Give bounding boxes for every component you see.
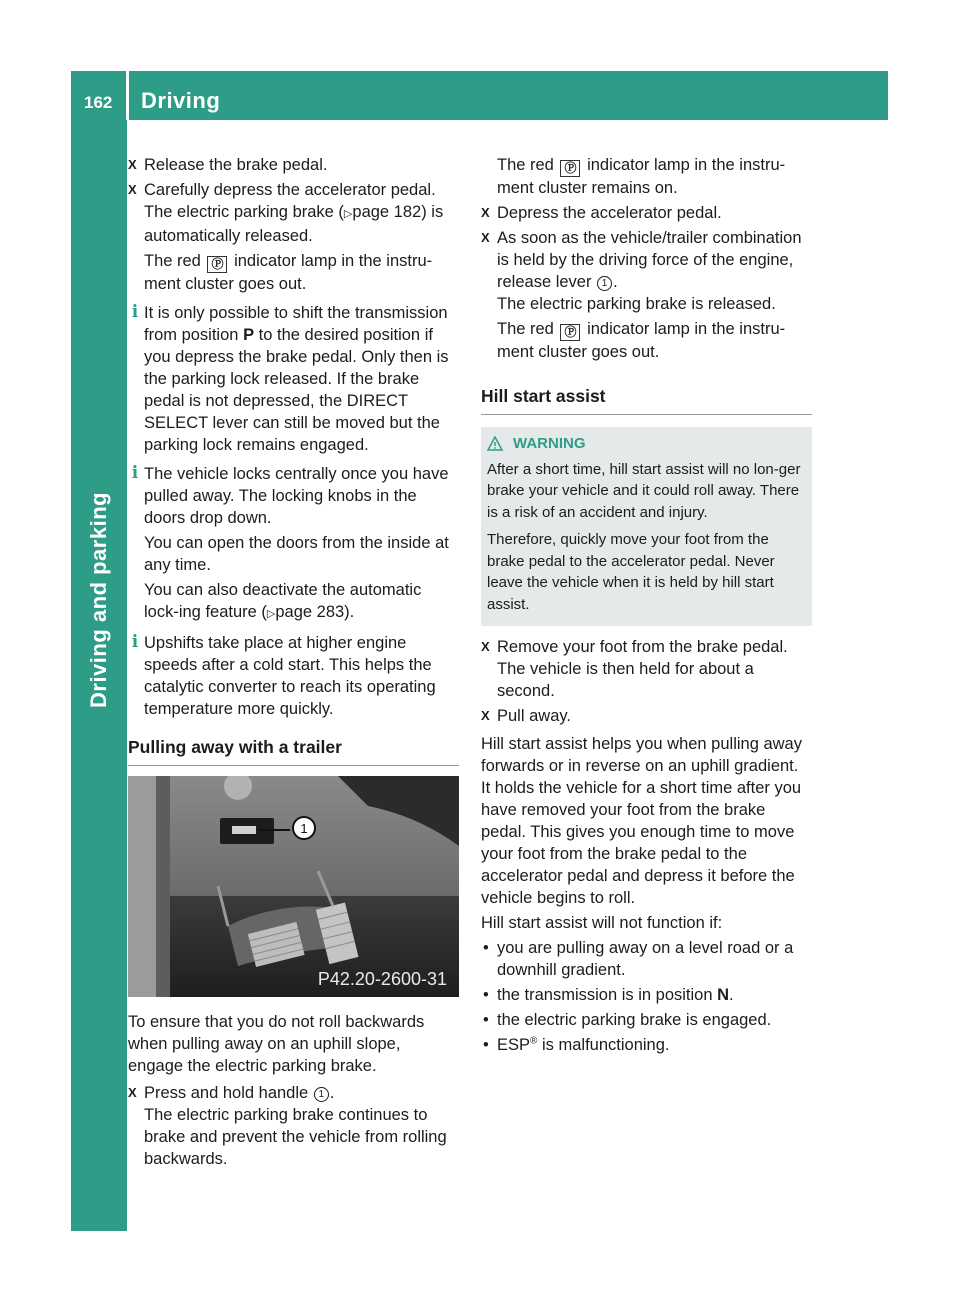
warning-title: WARNING [487,433,806,455]
figure-watermark: P42.20-2600-31 [317,969,447,989]
step-depress-accelerator: X Carefully depress the accelerator pedal. The electric parking brake (▷page 182) is automatically released. [128,181,444,245]
callout-1-icon: 1 [314,1087,329,1102]
step-release-lever: X As soon as the vehicle/trailer combination is held by the driving force of the engine, release lever 1 . The electric parking brake is released. [481,229,802,313]
lamp-remains-on-text: The red Ⓟ indicator lamp in the instru-ment cluster remains on. [497,156,786,197]
warning-text-2: Therefore, quickly move your foot from the brake pedal to the accelerator pedal. Never leave the vehicle when it is held by hill start assist. [487,531,775,613]
parking-brake-lamp-icon: Ⓟ [560,324,580,341]
svg-text:1: 1 [300,821,308,836]
parking-brake-handle-photo [128,776,459,997]
parking-brake-lamp-icon: Ⓟ [207,256,227,273]
info-icon: i [131,632,139,652]
info-icon: i [131,302,139,322]
bullet-level-road: • you are pulling away on a level road or a downhill gradient. [483,939,794,979]
trailer-intro: To ensure that you do not roll backwards when pulling away on an uphill slope, engage the electric parking brake. [128,1013,425,1075]
note-deactivate-locking: You can also deactivate the automatic lock-ing feature (▷page 283). [144,581,422,621]
note-upshifts: i Upshifts take place at higher engine speeds after a cold start. This helps the catalytic converter to reach its operating temperature more quickly. [128,632,459,720]
step-arrow-icon: X [481,230,490,245]
step-remove-foot: X Remove your foot from the brake pedal. The vehicle is then held for about a second. [481,638,788,700]
heading-hill-start-assist: Hill start assist [481,385,812,415]
info-icon: i [131,463,139,483]
step-arrow-icon: X [481,205,490,220]
page-ref-arrow-icon: ▷ [266,608,276,620]
header-divider [126,71,129,120]
step-arrow-icon: X [481,708,490,723]
bullet-parking-brake-engaged: • the electric parking brake is engaged. [483,1011,772,1029]
step-release-brake: X Release the brake pedal. [128,156,328,174]
step-arrow-icon: X [128,182,137,197]
step-arrow-icon: X [128,157,137,172]
parking-brake-lamp-icon: Ⓟ [560,160,580,177]
dashboard-illustration [128,776,459,997]
note-central-locking: i The vehicle locks centrally once you have pulled away. The locking knobs in the doors drop down. You can open the doors from the inside at any time. You can also deactivate the automatic lock-ing feature (▷page 283). [128,463,459,625]
heading-pulling-away-trailer: Pulling away with a trailer [128,736,459,766]
right-column [481,154,812,1059]
warning-text-1: After a short time, hill start assist will no lon-ger brake your vehicle and it could roll away. There is a risk of an accident and injury. [487,460,801,521]
side-tab-label: Driving and parking [86,491,111,708]
bullet-position-n: • the transmission is in position N. [483,986,734,1004]
callout-1-icon: 1 [597,276,612,291]
hill-assist-description: Hill start assist helps you when pulling away forwards or in reverse on an uphill gradient. It holds the vehicle for a short time after you have removed your foot from the brake pedal. This gives you enough time to move your foot from the brake pedal to the accelerator pedal and depress it before the vehicle begins to roll. [481,735,802,907]
step-pull-away: X Pull away. [481,707,571,725]
step-arrow-icon: X [128,1085,137,1100]
step-depress-accelerator-2: X Depress the accelerator pedal. [481,204,722,222]
note-transmission: i It is only possible to shift the transmission from position P to the desired position if you depress the brake pedal. Only then is the parking lock released. If the brake pedal is not depressed, the DIRECT SELECT lever can still be moved but the parking lock remains engaged. [128,302,459,456]
left-column [128,154,459,1173]
page-number: 162 [84,93,113,112]
lamp-goes-out-text-2: The red Ⓟ indicator lamp in the instru-ment cluster goes out. [497,320,786,361]
section-title: Driving [141,88,221,113]
bullet-esp-malfunction: • ESP® is malfunctioning. [483,1035,670,1054]
hill-assist-conditions-intro: Hill start assist will not function if: [481,914,723,932]
warning-box [481,427,812,626]
step-press-handle: X Press and hold handle 1 . The electric parking brake continues to brake and prevent the vehicle from rolling backwards. [128,1084,447,1168]
step-arrow-icon: X [481,639,490,654]
warning-triangle-icon [487,436,503,452]
lamp-goes-out-text: The red Ⓟ indicator lamp in the instru-ment cluster goes out. [144,252,433,293]
page-ref-arrow-icon: ▷ [343,208,353,220]
